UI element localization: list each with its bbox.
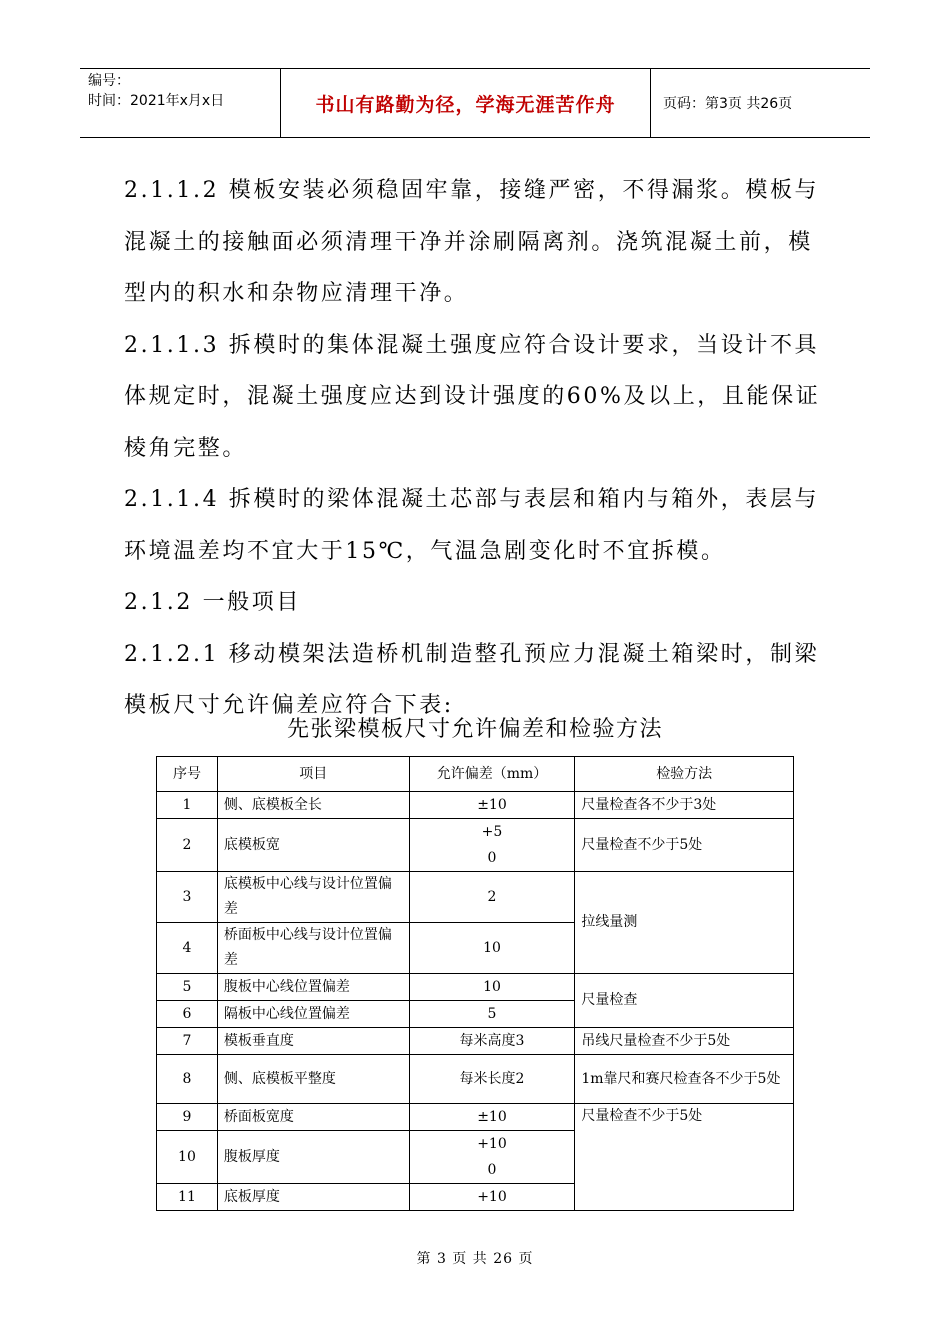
row-no: 3 [157,872,218,923]
row-no: 10 [157,1131,218,1184]
page-footer: 第 3 页 共 26 页 [416,1251,534,1267]
row-item: 腹板厚度 [217,1131,409,1184]
section-heading: 2.1.2 一般项目 [124,590,301,615]
row-no: 6 [157,1001,218,1028]
header-meta [80,69,281,137]
paragraph: 2.1.1.4 拆模时的梁体混凝土芯部与表层和箱内与箱外，表层与环境温差均不宜大于15℃，气温急剧变化时不宜拆模。 [124,487,820,564]
row-no: 5 [157,974,218,1001]
table-row [157,974,794,1001]
document-number-label: 编号： [88,73,130,89]
row-deviation: 每米高度3 [409,1028,575,1055]
header-cell-no: 序号 [157,757,218,792]
table-row [157,872,794,923]
row-deviation: 每米长度2 [409,1055,575,1104]
row-method: 尺量检查各不少于3处 [575,792,794,819]
row-method: 尺量检查 [575,974,794,1028]
row-item: 桥面板中心线与设计位置偏差 [217,923,409,974]
header-motto: 书山有路勤为径，学海无涯苦作舟 [281,69,651,137]
deviation-lower: 0 [487,1162,497,1178]
row-deviation: ±10 [409,1104,575,1131]
row-item: 底板厚度 [217,1184,409,1211]
row-item: 底模板宽 [217,819,409,872]
row-item: 侧、底模板平整度 [217,1055,409,1104]
row-item: 模板垂直度 [217,1028,409,1055]
tolerance-table [156,756,794,1211]
table-row [157,792,794,819]
row-deviation: 5 [409,1001,575,1028]
body-text [124,165,834,732]
table-row [157,1028,794,1055]
row-deviation: 10 [409,974,575,1001]
row-no: 8 [157,1055,218,1104]
header-cell-method: 检验方法 [575,757,794,792]
row-method: 尺量检查不少于5处 [575,1104,794,1211]
row-deviation: 2 [409,872,575,923]
row-deviation: 10 [409,923,575,974]
row-method: 尺量检查不少于5处 [575,819,794,872]
paragraph: 2.1.2.1 移动模架法造桥机制造整孔预应力混凝土箱梁时，制梁模板尺寸允许偏差应符合下表: [124,641,820,718]
row-deviation: ±10 [409,792,575,819]
row-no: 1 [157,792,218,819]
paragraph: 2.1.1.2 模板安装必须稳固牢靠，接缝严密，不得漏浆。模板与混凝土的接触面必须清理干净并涂刷隔离剂。浇筑混凝土前，模型内的积水和杂物应清理干净。 [124,178,820,306]
header-cell-deviation: 允许偏差（mm） [409,757,575,792]
page-header [80,68,870,138]
row-item: 侧、底模板全长 [217,792,409,819]
row-no: 11 [157,1184,218,1211]
deviation-lower: 0 [487,850,497,866]
table-header-row [157,757,794,792]
row-deviation [409,819,575,872]
row-item: 底模板中心线与设计位置偏差 [217,872,409,923]
row-deviation [409,1131,575,1184]
row-item: 腹板中心线位置偏差 [217,974,409,1001]
row-deviation: +10 [409,1184,575,1211]
row-no: 4 [157,923,218,974]
document-date: 时间：2021年x月x日 [88,93,225,109]
row-method: 1m靠尺和赛尺检查各不少于5处 [575,1055,794,1104]
table-row [157,819,794,872]
table-caption: 先张梁模板尺寸允许偏差和检验方法 [286,717,663,742]
table-row [157,1055,794,1104]
row-no: 9 [157,1104,218,1131]
row-method: 吊线尺量检查不少于5处 [575,1028,794,1055]
deviation-upper: +10 [477,1136,507,1152]
row-item: 桥面板宽度 [217,1104,409,1131]
paragraph: 2.1.1.3 拆模时的集体混凝土强度应符合设计要求，当设计不具体规定时，混凝土强度应达到设计强度的60%及以上，且能保证棱角完整。 [124,332,821,461]
deviation-upper: +5 [481,824,503,840]
table-row [157,1104,794,1131]
row-item: 隔板中心线位置偏差 [217,1001,409,1028]
header-page-info: 页码：第3页 共26页 [663,96,793,112]
row-no: 7 [157,1028,218,1055]
header-cell-item: 项目 [217,757,409,792]
row-method: 拉线量测 [575,872,794,974]
row-no: 2 [157,819,218,872]
